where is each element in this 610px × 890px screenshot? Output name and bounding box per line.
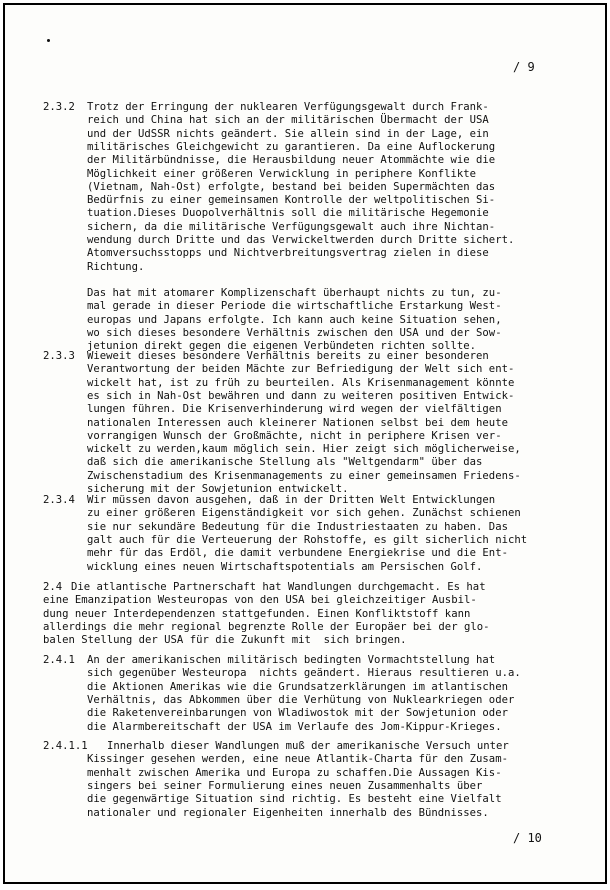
section-number: 2.4.1 [43,654,75,666]
scan-speck [47,39,50,42]
text-line: menhalt zwischen Amerika und Europa zu schaffen.Die Aussagen Kis- [87,766,502,779]
text-line: mehr für das Erdöl, die damit verbundene Energiekrise und die Ent- [87,547,508,560]
text-line: europas und Japans erfolgte. Ich kann auch keine Situation sehen, [87,313,502,326]
section-number: 2.4.1.1 [43,740,88,752]
text-line: allerdings die mehr regional begrenzte Rolle der Europäer bei der glo- [43,620,490,633]
document-page [3,3,607,884]
text-line: daß sich die amerikanische Stellung als "Weltgendarm" über das [87,456,483,469]
text-line: Zwischenstadium des Krisenmanagements zu einer gemeinsamen Friedens- [87,469,521,482]
text-line: militärisches Gleichgewicht zu garantieren. Da eine Auflockerung [87,140,496,153]
text-line: Wir müssen davon ausgehen, daß in der Dritten Welt Entwicklungen [87,494,496,506]
text-line: lungen führen. Die Krisenverhinderung wird wegen der vielfältigen [87,403,502,416]
section-number: 2.3.2 [43,101,75,113]
text-line: Möglichkeit einer größeren Verwicklung in periphere Konflikte [87,167,477,180]
text-line: die Alarmbereitschaft der USA im Verlaufe des Jom-Kippur-Krieges. [87,720,502,733]
text-line: singers bei seiner Formulierung eines neuen Zusammenhalts über [87,779,483,792]
text-line: sichern, da die militärische Verfügungsgewalt auch ihre Nichtan- [87,220,496,233]
text-line: wendung durch Dritte und das Verwickeltwerden durch Dritte sichert. [87,234,515,246]
text-line: dung neuer Interdependenzen stattgefunden. Einen Konfliktstoff kann [43,607,471,620]
text-line: zu einer größeren Eigenständigkeit vor sich gehen. Zunächst schienen [87,507,521,520]
text-line: und der UdSSR nichts geändert. Sie allein sind in der Lage, ein [87,127,489,140]
text-line: balen Stellung der USA für die Zukunft mit sich bringen. [43,634,407,647]
text-line: Atomversuchsstopps und Nichtverbreitungsvertrag zielen in diese [87,247,489,260]
section-number: 2.3.4 [43,494,75,506]
text-line: die Raketenvereinbarungen von Wladiwostok mit der Sowjetunion oder [87,707,508,720]
text-line: wicklung eines neuen Wirtschaftspotentials am Persischen Golf. [87,560,483,573]
text-line: Richtung. [87,260,145,273]
text-line: die Aktionen Amerikas wie die Grundsatzerklärungen im atlantischen [87,680,508,693]
text-line: Verhältnis, das Abkommen über die Verhütung von Nuklearkriegen oder [87,693,515,706]
text-line: jetunion direkt gegen die eigenen Verbündeten richten sollte. [87,340,477,353]
text-line: Innerhalb dieser Wandlungen muß der amerikanische Versuch unter [107,740,509,752]
text-line: Das hat mit atomarer Komplizenschaft überhaupt nichts zu tun, zu- [87,286,502,299]
text-line: (Vietnam, Nah-Ost) erfolgte, bestand bei beiden Supermächten das [87,180,496,193]
text-line: Kissinger gesehen werden, eine neue Atlantik-Charta für den Zusam- [87,753,508,766]
text-line: nationaler und regionaler Eigenheiten innerhalb des Bündnisses. [87,806,489,819]
text-line: nationalen Interessen auch kleinerer Nationen selbst bei dem heute [87,416,508,429]
text-line: Die atlantische Partnerschaft hat Wandlungen durchgemacht. Es hat [71,581,486,593]
text-line: vorrangigen Wunsch der Großmächte, nicht in periphere Krisen ver- [87,429,502,442]
text-line: sich gegenüber Westeuropa nichts geändert. Hieraus resultieren u.a. [87,667,521,680]
text-line: der Militärbündnisse, die Herausbildung neuer Atommächte wie die [87,154,496,167]
text-line: die gegenwärtige Situation sind richtig. Es besteht eine Vielfalt [87,793,502,806]
section-number: 2.4 [43,581,63,593]
text-line: wo sich dieses besondere Verhältnis zwischen den USA und der Sow- [87,326,502,339]
text-line: sie nur sekundäre Bedeutung für die Industriestaaten zu haben. Das [87,520,508,533]
text-line: mal gerade in dieser Periode die wirtschaftliche Erstarkung West- [87,300,502,313]
text-line: eine Emanzipation Westeuropas von den USA bei gleichzeitiger Ausbil- [43,594,477,607]
text-line: wickelt zu werden,kaum möglich sein. Hier zeigt sich möglicherweise, [87,443,521,456]
text-line: Verantwortung der beiden Mächte zur Befriedigung der Welt sich ent- [87,363,515,376]
text-line: es sich in Nah-Ost bewähren und dann zu weiteren positiven Entwick- [87,389,515,402]
text-line: tuation.Dieses Duopolverhältnis soll die militärische Hegemonie [87,207,489,220]
text-line: sicherung mit der Sowjetunion entwickelt. [87,483,349,495]
section-number: 2.3.3 [43,350,75,362]
text-line: reich und China hat sich an der militärischen Übermacht der USA [87,114,489,127]
text-line: Wieweit dieses besondere Verhältnis bereits zu einer besonderen [87,350,489,362]
text-line: Trotz der Erringung der nuklearen Verfügungsgewalt durch Frank- [87,101,489,113]
text-line: wickelt hat, ist zu früh zu beurteilen. Als Krisenmanagement könnte [87,376,515,389]
page-marker: / 9 [513,60,535,74]
text-line: An der amerikanischen militärisch bedingten Vormachtstellung hat [87,654,496,666]
next-page-marker: / 10 [513,831,542,845]
text-line: galt auch für die Verteuerung der Rohstoffe, es gilt sicherlich nicht [87,533,528,546]
text-line: Bedürfnis zu einer gemeinsamen Kontrolle der weltpolitischen Si- [87,194,496,207]
